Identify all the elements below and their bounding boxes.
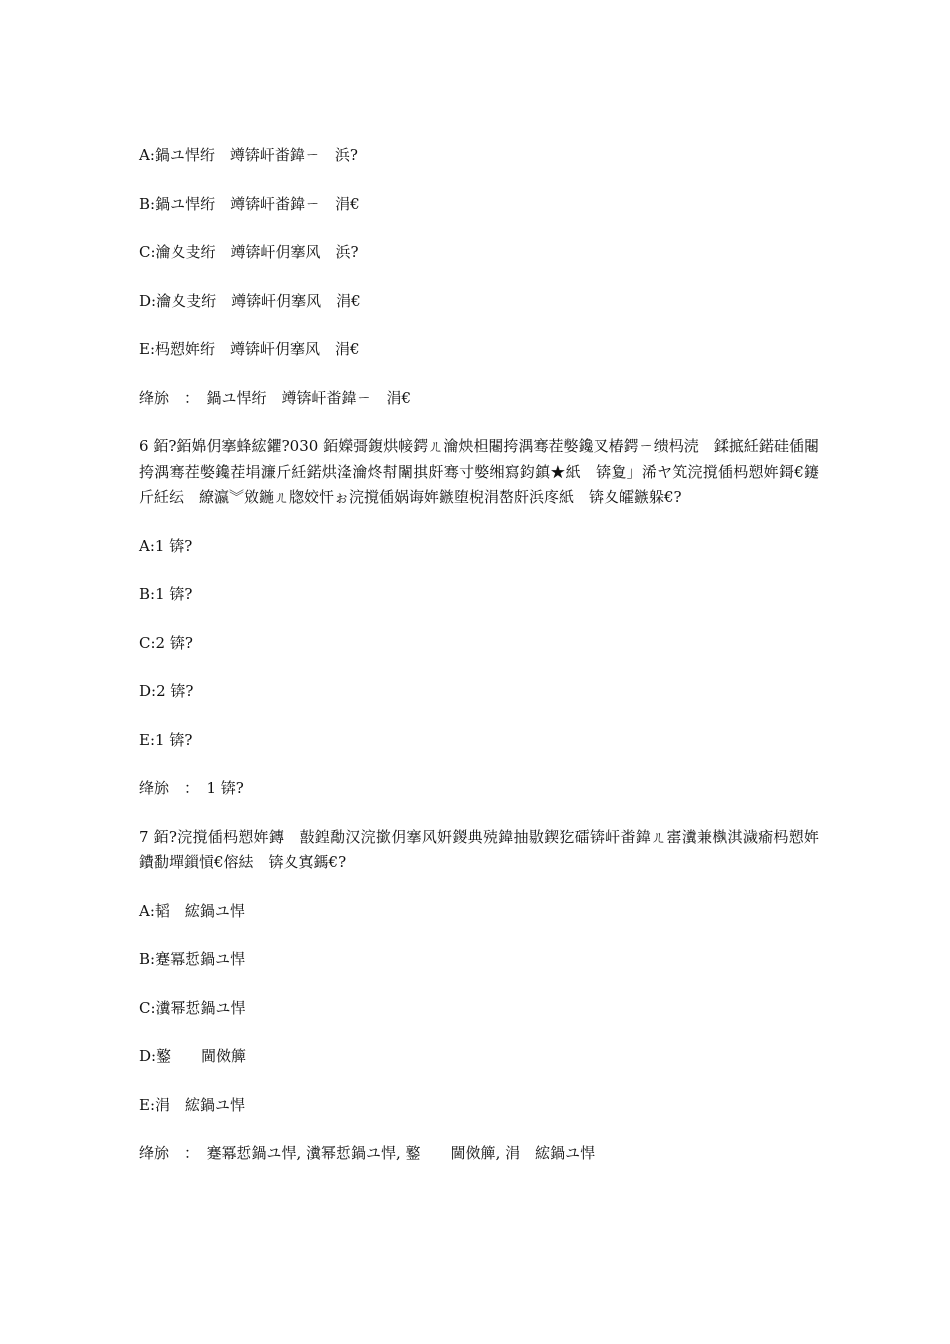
option-d: D:瀹夊叏绗 竴锛屽仴搴风 涓€ <box>139 291 361 310</box>
document-page <box>139 143 819 1190</box>
option-b: B:1 锛? <box>139 585 193 603</box>
answer-line: 绛旀 ： 蹇冪悊鍋ユ悍, 瀵幂悊鍋ユ悍, 鐜 閫傚簲, 涓 綋鍋ユ悍 <box>139 1144 596 1162</box>
option-e: E:杩愬姩绗 竴锛屽仴搴风 涓€ <box>139 340 360 358</box>
option-c: C:瀵幂悊鍋ユ悍 <box>139 998 246 1017</box>
question-text: 6 銆?銆婂仴搴蜂綋鑺?030 銆嬫彁鍑烘帹鍔ㄦ瀹炴柦闀挎湡骞茬嫳鑱叉椿鍔ㄧ缋杩涜 鍒掋紝鍩硅偛闀挎湡骞茬嫳鑱茬埍濂斤紝鍩烘湰瀹炵幇闈掑皯骞寸嫳缃寫鈞鎮★紙 锛夐」浠ヤ笂浣撹偛杩愬姩鎶€鑳斤紝纭 繚瀛︾敓鍦ㄦ牎姣忓ぉ浣撹偛娲诲姩鏃堕棿涓嶅皯浜庝紙 锛夊皬鏃躲€? <box>139 437 819 506</box>
option-e: E:涓 綋鍋ユ悍 <box>139 1095 246 1114</box>
option-d: D:鐜 閫傚簲 <box>139 1047 247 1065</box>
option-e: E:1 锛? <box>139 730 193 749</box>
option-b: B:鍋ユ悍绗 竴锛屽畨鍏ㄧ 涓€ <box>139 194 360 213</box>
option-a: A:1 锛? <box>139 536 193 555</box>
option-a: A:韬 綋鍋ユ悍 <box>139 901 245 920</box>
question-block <box>139 143 819 411</box>
option-d: D:2 锛? <box>139 682 194 700</box>
question-text: 7 銆?浣撹偛杩愬姩鏄 敼鍠勪汉浣撳仴搴风姸鍐典殑鍏抽敭鍥犵礌锛屽畨鍏ㄦ寚瀵兼槸淇濊瘉杩愬姩鐨勫墠鎻愩€傛紶 锛夊寘鎷€? <box>139 827 819 871</box>
question-block <box>139 434 819 802</box>
option-a: A:鍋ユ悍绗 竴锛屽畨鍏ㄧ 浜? <box>139 146 358 164</box>
option-b: B:蹇冪悊鍋ユ悍 <box>139 950 246 968</box>
question-block <box>139 825 819 1167</box>
answer-line: 绛旀 ： 鍋ユ悍绗 竴锛屽畨鍏ㄧ 涓€ <box>139 388 412 407</box>
option-c: C:2 锛? <box>139 633 193 652</box>
answer-line: 绛旀 ： 1 锛? <box>139 779 244 797</box>
option-c: C:瀹夊叏绗 竴锛屽仴搴风 浜? <box>139 243 359 261</box>
